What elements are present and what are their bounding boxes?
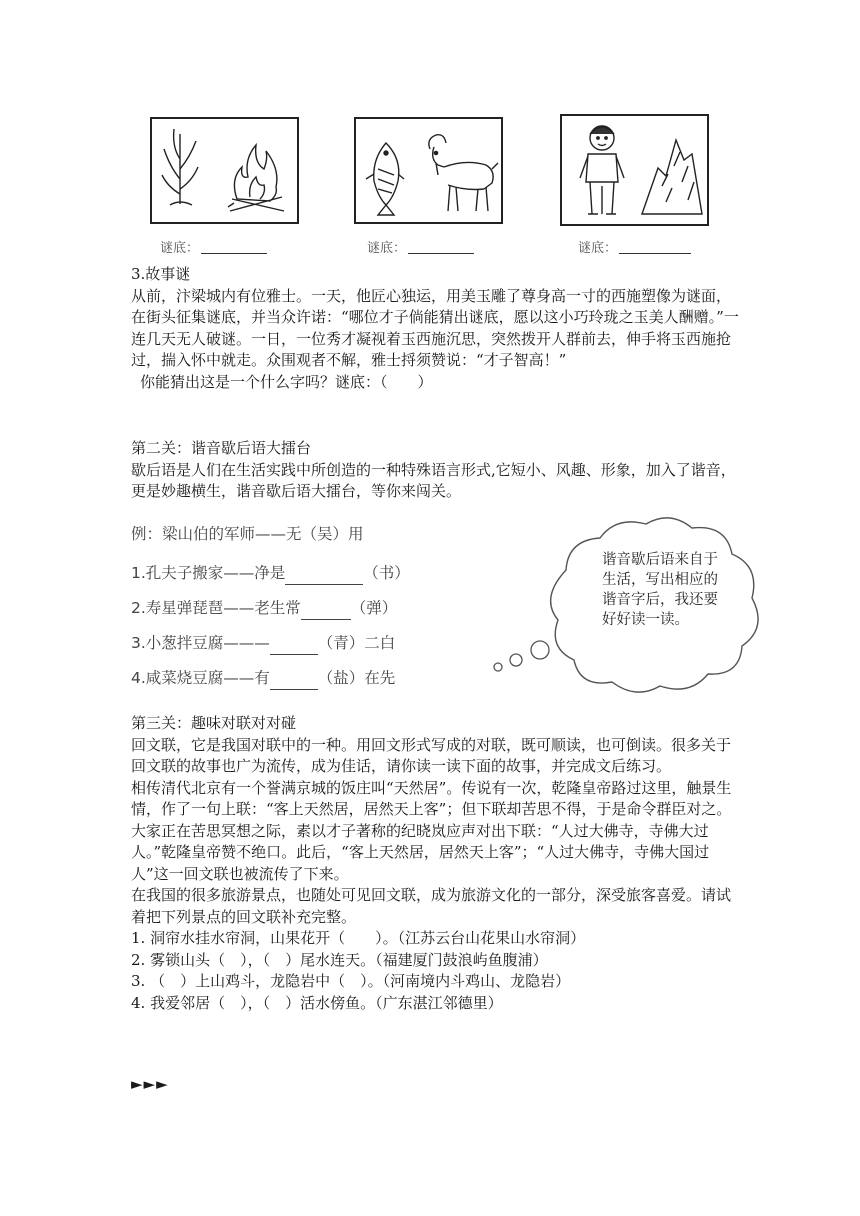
riddle-answer-1 xyxy=(160,237,267,256)
xiehouyu-example: 例：梁山伯的军师——无（吴）用 xyxy=(131,525,364,543)
goat-icon xyxy=(429,135,498,211)
xiehouyu-item-1: 1.孔夫子搬家——净是 （书） xyxy=(131,561,410,585)
level2-title: 第二关：谐音歇后语大擂台 xyxy=(131,439,312,457)
answer-blank[interactable] xyxy=(619,253,691,254)
grass-fire-illustration xyxy=(152,119,297,222)
fish-goat-illustration xyxy=(356,119,501,222)
boy-mountain-illustration xyxy=(562,116,707,224)
story-riddle-section xyxy=(131,264,741,393)
story-body: 从前，汴梁城内有位雅士。一天，他匠心独运，用美玉雕了尊身高一寸的西施塑像为谜面，在街头征集谜底，并当众许诺：“哪位才子倘能猜出谜底，愿以这小巧玲珑之玉美人酬赠。”一连几天无人破谜。一日，一位秀才凝视着玉西施沉思，突然拨开人群前去，伸手将玉西施抢过，揣入怀中就走。众围观者不解，雅士捋须赞说：“才子智高！” xyxy=(131,286,739,369)
answer-blank[interactable] xyxy=(301,601,351,620)
level3-paragraph-2: 相传清代北京有一个誉满京城的饭庄叫“天然居”。传说有一次，乾隆皇帝路过这里，触景生情，作了一句上联：“客上天然居，居然天上客”；但下联却苦思不得，于是命令群臣对之。大家正在苦思冥想之际，素以才子著称的纪晓岚应声对出下联：“人过大佛寺，寺佛大过人。”乾隆皇帝赞不绝口。此后，“客上天然居，居然天上客”；“人过大佛寺，寺佛大国过人”这一回文联也被流传了下来。 xyxy=(131,778,732,883)
story-heading: 3.故事谜 xyxy=(131,265,191,283)
thought-bubble-text: 谐音歇后语来自于生活，写出相应的谐音字后，我还要好好读一读。 xyxy=(602,552,718,628)
answer-blank[interactable] xyxy=(270,636,318,655)
xiehouyu-item-4: 4.咸菜烧豆腐——有 （盐）在先 xyxy=(131,666,395,690)
answer-blank[interactable] xyxy=(408,253,474,254)
riddle-label: 谜底： xyxy=(367,241,407,256)
riddle-picture-2 xyxy=(354,117,503,224)
couplet-item-3: 3. （ ）上山鸡斗，龙隐岩中（ ）。（河南境内斗鸡山、龙隐岩） xyxy=(131,972,571,990)
grass-icon xyxy=(162,129,198,205)
triple-arrow-icon: ►►► xyxy=(131,1075,169,1093)
riddle-answer-3 xyxy=(578,237,691,256)
boy-icon xyxy=(580,126,624,214)
story-question: 你能猜出这是一个什么字吗？谜底：（ ） xyxy=(140,372,433,391)
mountain-icon xyxy=(642,140,702,214)
answer-blank[interactable] xyxy=(201,253,267,254)
level3-paragraph-1: 回文联，它是我国对联中的一种。用回文形式写成的对联，既可顺读，也可倒读。很多关于回文联的故事也广为流传，成为佳话，请你读一读下面的故事，并完成文后练习。 xyxy=(131,735,732,775)
riddle-label: 谜底： xyxy=(160,241,200,256)
xiehouyu-list xyxy=(131,517,461,692)
couplet-item-2: 2. 雾锁山头（ ），（ ）尾水连天。（福建厦门鼓浪屿鱼腹浦） xyxy=(131,950,548,969)
level2-intro: 歇后语是人们在生活实践中所创造的一种特殊语言形式,它短小、风趣、形象，加入了谐音，更是妙趣横生，谐音歇后语大擂台，等你来闯关。 xyxy=(131,460,736,500)
picture-riddles xyxy=(0,112,860,262)
xiehouyu-item-2: 2.寿星弹琵琶——老生常 （弹） xyxy=(131,596,397,620)
riddle-picture-1 xyxy=(150,117,299,224)
level2-section xyxy=(131,438,741,503)
fire-icon xyxy=(228,145,284,211)
answer-blank[interactable] xyxy=(270,671,318,690)
level3-paragraph-3: 在我国的很多旅游景点，也随处可见回文联，成为旅游文化的一部分，深受旅客喜爱。请试着把下列景点的回文联补充完整。 xyxy=(131,886,732,926)
level3-title: 第三关：趣味对联对对碰 xyxy=(131,714,297,732)
riddle-picture-3 xyxy=(560,114,709,226)
riddle-label: 谜底： xyxy=(578,241,618,256)
answer-blank[interactable] xyxy=(285,566,363,585)
fish-icon xyxy=(366,143,404,215)
couplet-item-4: 4. 我爱邻居（ ），（ ）活水傍鱼。（广东湛江邻德里） xyxy=(131,993,503,1012)
couplet-item-1: 1. 洞帘水挂水帘洞，山果花开（ ）。（江苏云台山花果山水帘洞） xyxy=(131,929,586,947)
level3-section xyxy=(131,713,741,1014)
xiehouyu-item-3: 3.小葱拌豆腐——— （青）二白 xyxy=(131,631,395,655)
riddle-answer-2 xyxy=(367,237,474,256)
